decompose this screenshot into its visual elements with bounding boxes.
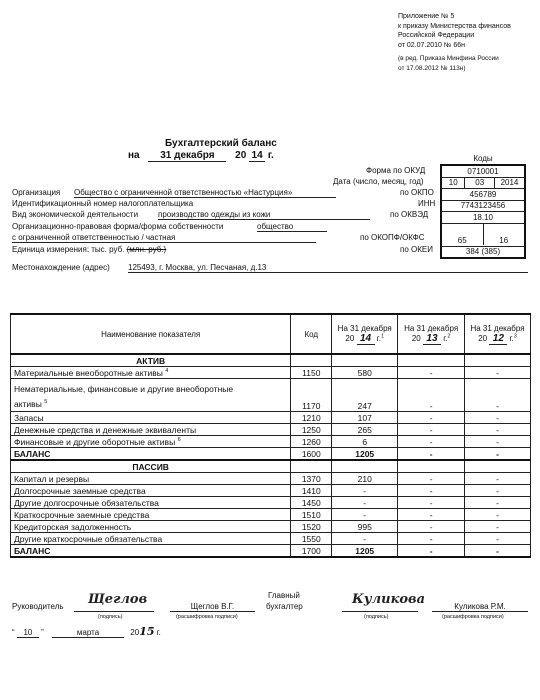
row-name: Другие долгосрочные обязательства bbox=[11, 497, 291, 509]
activity-value: производство одежды из кожи bbox=[158, 210, 370, 220]
empty-cell bbox=[465, 460, 531, 473]
appendix-line: от 02.07.2010 № 66н bbox=[398, 41, 465, 49]
row-v2: - bbox=[398, 521, 465, 533]
address-value: 125493, г. Москва, ул. Песчаная, д.13 bbox=[128, 263, 528, 273]
row-v3: - bbox=[465, 424, 531, 436]
okpo-code: 456789 bbox=[441, 189, 525, 201]
row-name: Кредиторская задолженность bbox=[11, 521, 291, 533]
date-year: 15 bbox=[139, 625, 155, 638]
header-century: 20 bbox=[345, 333, 355, 343]
table-row-balance bbox=[11, 545, 531, 558]
balance-table bbox=[10, 313, 531, 558]
empty-cell bbox=[398, 354, 465, 367]
chief-sig-caption: (подпись) bbox=[364, 614, 389, 620]
row-name: Краткосрочные заемные средства bbox=[11, 509, 291, 521]
table-row bbox=[11, 509, 531, 521]
row-code: 1550 bbox=[291, 533, 332, 545]
inn-label: ИНН bbox=[418, 199, 436, 208]
chief-sign-line bbox=[342, 611, 418, 612]
date-label: Дата (число, месяц, год) bbox=[333, 177, 424, 186]
section-passive: ПАССИВ bbox=[11, 460, 291, 473]
row-v2: - bbox=[398, 509, 465, 521]
row-v2: - bbox=[398, 436, 465, 448]
date-day: 10 bbox=[442, 178, 465, 189]
row-name-text: Нематериальные, финансовые и другие внеоборотные bbox=[14, 384, 234, 395]
row-v1: 107 bbox=[332, 412, 398, 424]
appendix-line: к приказу Министерства финансов bbox=[398, 22, 511, 30]
row-v2: - bbox=[398, 533, 465, 545]
row-v3: - bbox=[465, 485, 531, 497]
row-v3: - bbox=[465, 533, 531, 545]
appendix-line: от 17.08.2012 № 113н) bbox=[398, 64, 466, 72]
chief-signature: Куликова bbox=[352, 592, 425, 607]
row-name-text-2: активы bbox=[14, 399, 42, 409]
title-century: 20 bbox=[235, 150, 247, 161]
empty-cell bbox=[332, 354, 398, 367]
title-year: 14 bbox=[249, 150, 265, 162]
row-code: 1600 bbox=[291, 448, 332, 461]
table-row bbox=[11, 424, 531, 436]
row-v3: - bbox=[465, 436, 531, 448]
row-v3: - bbox=[465, 497, 531, 509]
date-quote-open: “ bbox=[12, 628, 15, 637]
date-g: г. bbox=[156, 628, 161, 637]
row-v3: - bbox=[465, 379, 531, 412]
head-sig-caption: (подпись) bbox=[98, 614, 123, 620]
header-col-prefix: На 31 декабря bbox=[404, 323, 459, 333]
form-okud-label: Форма по ОКУД bbox=[366, 166, 426, 175]
row-v3: - bbox=[465, 521, 531, 533]
appendix-line: Приложение № 5 bbox=[398, 13, 455, 20]
row-sup: 4 bbox=[165, 368, 169, 375]
row-code: 1210 bbox=[291, 412, 332, 424]
header-col-2 bbox=[398, 314, 465, 354]
row-v1: 1205 bbox=[332, 545, 398, 558]
title-date: 31 декабря bbox=[148, 150, 226, 162]
row-v1: - bbox=[332, 497, 398, 509]
date-century: 20 bbox=[130, 628, 140, 637]
page-title: Бухгалтерский баланс bbox=[165, 138, 277, 149]
date-month: марта bbox=[52, 628, 124, 638]
row-v1: 247 bbox=[332, 379, 398, 412]
header-name: Наименование показателя bbox=[11, 314, 291, 354]
row-name bbox=[11, 436, 291, 448]
header-sup-2: 2 bbox=[447, 332, 451, 339]
row-v1: - bbox=[332, 533, 398, 545]
empty-cell bbox=[332, 460, 398, 473]
table-row bbox=[11, 497, 531, 509]
row-name: Денежные средства и денежные эквиваленты bbox=[11, 424, 291, 436]
header-year-2: 13 bbox=[423, 333, 441, 345]
table-row bbox=[11, 485, 531, 497]
section-row-passive bbox=[11, 460, 531, 473]
header-code: Код bbox=[291, 314, 332, 354]
row-v1: - bbox=[332, 509, 398, 521]
row-name: Другие краткосрочные обязательства bbox=[11, 533, 291, 545]
table-row bbox=[11, 533, 531, 545]
head-sign-line bbox=[74, 611, 154, 612]
codes-table bbox=[440, 152, 526, 259]
header-col-3 bbox=[465, 314, 531, 354]
row-v2: - bbox=[398, 473, 465, 485]
row-code: 1370 bbox=[291, 473, 332, 485]
row-v3: - bbox=[465, 473, 531, 485]
sign-date bbox=[12, 625, 161, 638]
head-label: Руководитель bbox=[12, 602, 64, 611]
row-v2: - bbox=[398, 412, 465, 424]
appendix-line: (в ред. Приказа Минфина России bbox=[398, 55, 499, 62]
row-v2: - bbox=[398, 497, 465, 509]
header-col-1 bbox=[332, 314, 398, 354]
row-v2: - bbox=[398, 545, 465, 558]
row-sup: 5 bbox=[44, 399, 48, 406]
date-month: 03 bbox=[465, 178, 495, 189]
date-code-cell bbox=[441, 177, 525, 189]
address-label: Местонахождение (адрес) bbox=[12, 263, 110, 272]
header-g: г. bbox=[376, 333, 381, 343]
row-name bbox=[11, 367, 291, 379]
empty-cell bbox=[398, 460, 465, 473]
chief-label-1: Главный bbox=[268, 591, 300, 600]
header-col-prefix: На 31 декабря bbox=[337, 323, 392, 333]
row-code: 1450 bbox=[291, 497, 332, 509]
table-row bbox=[11, 412, 531, 424]
okved-code: 18.10 bbox=[441, 212, 525, 224]
row-name: Запасы bbox=[11, 412, 291, 424]
row-code: 1520 bbox=[291, 521, 332, 533]
date-day: 10 bbox=[17, 628, 39, 638]
head-decode-caption: (расшифровка подписи) bbox=[176, 614, 238, 620]
row-v3: - bbox=[465, 545, 531, 558]
title-date-line bbox=[128, 150, 274, 162]
row-v1: 265 bbox=[332, 424, 398, 436]
date-year: 2014 bbox=[500, 178, 519, 188]
row-name: Капитал и резервы bbox=[11, 473, 291, 485]
row-v1: 210 bbox=[332, 473, 398, 485]
header-col-prefix: На 31 декабря bbox=[470, 323, 525, 333]
empty-cell bbox=[291, 460, 332, 473]
row-sup: 6 bbox=[177, 437, 181, 444]
head-name: Щеглов В.Г. bbox=[170, 602, 255, 612]
okved-label: по ОКВЭД bbox=[390, 210, 429, 219]
header-g: г. bbox=[443, 333, 448, 343]
row-code: 1260 bbox=[291, 436, 332, 448]
appendix-block bbox=[398, 12, 511, 73]
table-header-row bbox=[11, 314, 531, 354]
row-v3: - bbox=[465, 367, 531, 379]
row-code: 1250 bbox=[291, 424, 332, 436]
row-v3: - bbox=[465, 412, 531, 424]
table-row bbox=[11, 436, 531, 448]
title-on: на bbox=[128, 150, 140, 161]
opf-value1: общество bbox=[257, 222, 327, 232]
row-name-text: Финансовые и другие оборотные активы bbox=[14, 437, 176, 447]
header-g: г. bbox=[509, 333, 514, 343]
empty-cell bbox=[465, 354, 531, 367]
date-quote-close: ” bbox=[41, 628, 44, 637]
section-active: АКТИВ bbox=[11, 354, 291, 367]
row-v1: - bbox=[332, 485, 398, 497]
empty-cell bbox=[291, 354, 332, 367]
row-v1: 6 bbox=[332, 436, 398, 448]
header-year-3: 12 bbox=[489, 333, 507, 345]
head-signature: Щеглов bbox=[88, 592, 148, 607]
org-label: Организация bbox=[12, 188, 61, 197]
row-v1: 995 bbox=[332, 521, 398, 533]
row-name-text: Материальные внеоборотные активы bbox=[14, 368, 163, 378]
codes-header: Коды bbox=[473, 153, 493, 163]
row-v2: - bbox=[398, 424, 465, 436]
row-v1: 580 bbox=[332, 367, 398, 379]
okud-code: 0710001 bbox=[441, 165, 525, 177]
okpo-label: по ОКПО bbox=[400, 188, 434, 197]
table-row bbox=[11, 367, 531, 379]
row-v3: - bbox=[465, 509, 531, 521]
unit-label bbox=[12, 245, 166, 254]
header-sup-3: 3 bbox=[513, 332, 517, 339]
row-code: 1410 bbox=[291, 485, 332, 497]
okopf-label: по ОКОПФ/ОКФС bbox=[360, 233, 425, 242]
header-sup-1: 1 bbox=[380, 332, 385, 339]
appendix-line: Российской Федерации bbox=[398, 32, 475, 39]
table-row bbox=[11, 473, 531, 485]
table-row bbox=[11, 379, 531, 412]
row-name bbox=[11, 379, 291, 412]
inn-id-label: Идентификационный номер налогоплательщика bbox=[12, 199, 194, 208]
row-code: 1510 bbox=[291, 509, 332, 521]
okopf-code: 65 bbox=[442, 224, 483, 245]
opf-value2: с ограниченной ответственностью / частная bbox=[12, 233, 316, 243]
org-value: Общество с ограниченной ответственностью «Настурция» bbox=[74, 188, 336, 198]
row-name: Долгосрочные заемные средства bbox=[11, 485, 291, 497]
unit-text: Единица измерения: тыс. руб. bbox=[12, 245, 125, 254]
activity-label: Вид экономической деятельности bbox=[12, 210, 139, 219]
chief-decode-caption: (расшифровка подписи) bbox=[442, 614, 504, 620]
row-v3: - bbox=[465, 448, 531, 461]
row-name: БАЛАНС bbox=[11, 448, 291, 461]
table-row-balance bbox=[11, 448, 531, 461]
row-code: 1150 bbox=[291, 367, 332, 379]
okei-code: 384 (385) bbox=[441, 246, 525, 258]
row-v2: - bbox=[398, 448, 465, 461]
unit-struck: (млн. руб.) bbox=[126, 245, 167, 254]
header-year-1: 14 bbox=[357, 333, 375, 345]
opf-label: Организационно-правовая форма/форма собственности bbox=[12, 222, 224, 231]
row-code: 1700 bbox=[291, 545, 332, 558]
row-name: БАЛАНС bbox=[11, 545, 291, 558]
header-century: 20 bbox=[411, 333, 421, 343]
row-code: 1170 bbox=[291, 379, 332, 412]
inn-code: 7743123456 bbox=[441, 200, 525, 212]
row-v1: 1205 bbox=[332, 448, 398, 461]
section-row-active bbox=[11, 354, 531, 367]
okfs-code: 16 bbox=[499, 236, 509, 245]
chief-label-2: бухгалтер bbox=[266, 602, 303, 611]
row-v2: - bbox=[398, 367, 465, 379]
table-row bbox=[11, 521, 531, 533]
header-century: 20 bbox=[478, 333, 488, 343]
okei-label: по ОКЕИ bbox=[400, 245, 433, 254]
title-g: г. bbox=[267, 150, 274, 161]
row-v2: - bbox=[398, 485, 465, 497]
chief-name: Куликова Р.М. bbox=[432, 602, 528, 612]
row-v2: - bbox=[398, 379, 465, 412]
okopf-cell bbox=[441, 223, 525, 246]
